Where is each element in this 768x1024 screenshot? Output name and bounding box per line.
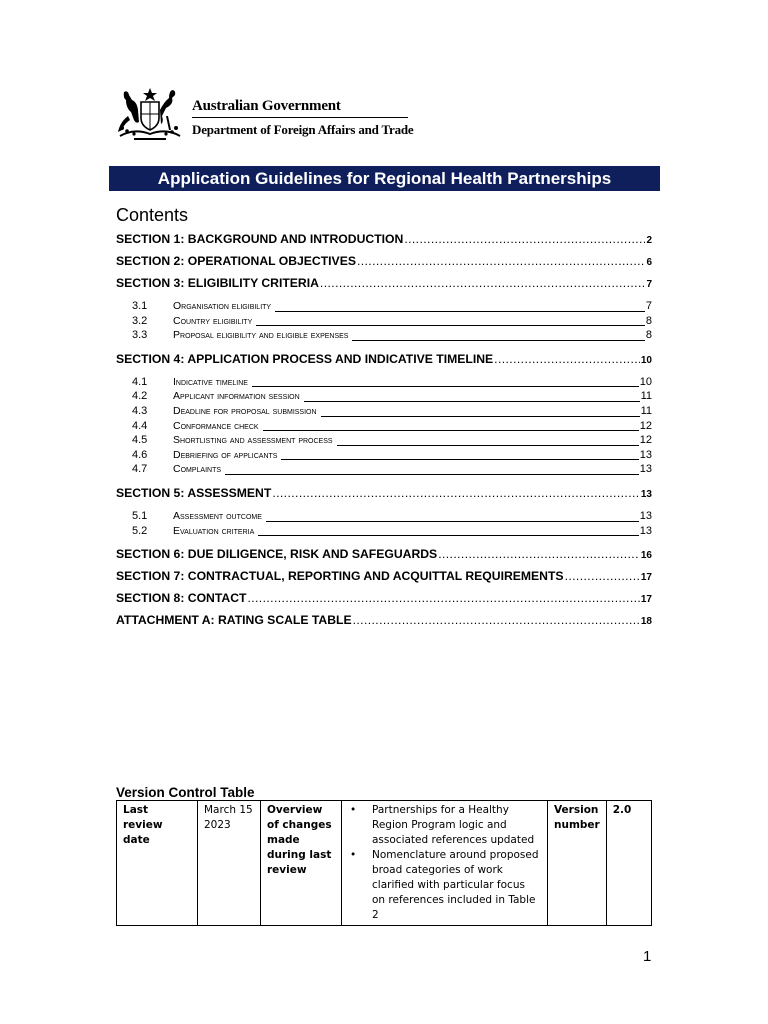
toc-page-number: 11	[640, 404, 652, 417]
toc-entry-4-3[interactable]	[116, 404, 652, 419]
toc-leader	[225, 465, 639, 475]
toc-page-number: 8	[645, 329, 652, 342]
toc-entry-5-1[interactable]	[116, 509, 652, 524]
toc-leader	[494, 351, 640, 367]
version-control-heading: Version Control Table	[116, 785, 255, 800]
changes-cell	[342, 801, 548, 926]
toc-entry-label: SECTION 7: CONTRACTUAL, REPORTING AND ACQUITTAL REQUIREMENTS	[116, 569, 564, 584]
toc-leader	[352, 331, 644, 341]
toc-page-number: 17	[640, 594, 652, 606]
toc-entry-label: SECTION 1: BACKGROUND AND INTRODUCTION	[116, 232, 404, 246]
toc-entry-number: 4.3	[132, 404, 148, 417]
toc-entry-section-3[interactable]	[116, 275, 652, 297]
toc-leader	[258, 526, 639, 536]
last-review-label: Last review date	[117, 801, 198, 926]
org-divider	[192, 117, 408, 118]
contents-heading: Contents	[116, 205, 189, 225]
coat-of-arms-icon	[114, 86, 186, 142]
toc-page-number: 11	[640, 390, 652, 403]
toc-page-number: 16	[640, 550, 652, 562]
toc-entry-number: 3.3	[132, 329, 148, 342]
version-control-table	[116, 800, 652, 926]
toc-entry-label: SECTION 2: OPERATIONAL OBJECTIVES	[116, 254, 356, 268]
toc-entry-4-2[interactable]	[116, 389, 652, 404]
toc-entry-label: assessment outcome	[173, 509, 262, 522]
toc-entry-attachment-a[interactable]	[116, 612, 652, 634]
toc-entry-label: SECTION 4: APPLICATION PROCESS AND INDICATIVE TIMELINE	[116, 351, 494, 366]
document-title: Application Guidelines for Regional Health Partnerships	[109, 166, 660, 191]
list-item: • Nomenclature around proposed broad categories of work clarified with particular focus on references included in Table 2	[372, 848, 541, 923]
list-item: • Partnerships for a Healthy Region Program logic and associated references updated	[372, 803, 541, 848]
toc-entry-5-2[interactable]	[116, 524, 652, 539]
toc-entry-number: 3.1	[132, 300, 148, 312]
toc-entry-3-3[interactable]	[116, 328, 652, 343]
toc-entry-4-6[interactable]	[116, 448, 652, 463]
toc-entry-4-1[interactable]	[116, 375, 652, 390]
toc-leader	[337, 436, 639, 446]
toc-entry-label: complaints	[173, 463, 222, 476]
toc-page-number: 7	[645, 300, 652, 312]
toc-entry-number: 4.1	[132, 375, 148, 388]
toc-page-number: 2	[646, 235, 652, 246]
toc-leader	[275, 302, 645, 312]
toc-entry-3-2[interactable]	[116, 314, 652, 329]
toc-entry-section-6[interactable]	[116, 546, 652, 568]
toc-entry-4-4[interactable]	[116, 419, 652, 434]
toc-entry-number: 4.7	[132, 463, 148, 476]
toc-entry-3-1[interactable]	[116, 299, 652, 314]
toc-entry-label: SECTION 8: CONTACT	[116, 591, 247, 606]
toc-entry-section-7[interactable]	[116, 568, 652, 590]
toc-subsections-4	[116, 373, 652, 485]
table-row	[117, 801, 652, 926]
toc-entry-label: debriefing of applicants	[173, 448, 278, 461]
toc-entry-number: 3.2	[132, 314, 148, 327]
last-review-value: March 15 2023	[198, 801, 261, 926]
toc-page-number: 13	[639, 448, 652, 461]
toc-page-number: 13	[639, 463, 652, 476]
toc-entry-section-5[interactable]	[116, 485, 652, 507]
toc-leader	[266, 512, 639, 522]
agency-logo	[114, 86, 414, 142]
toc-entry-label: country eligibility	[173, 314, 253, 327]
toc-leader	[263, 421, 639, 431]
toc-page-number: 12	[639, 419, 652, 432]
toc-entry-section-4[interactable]	[116, 351, 652, 373]
toc-entry-number: 4.6	[132, 448, 148, 461]
org-name-block	[192, 98, 413, 137]
toc-page-number: 8	[645, 314, 652, 327]
toc-page-number: 18	[640, 616, 652, 628]
toc-leader	[357, 253, 645, 269]
toc-leader	[321, 407, 640, 417]
toc-entry-section-1[interactable]	[116, 231, 652, 253]
toc-page-number: 10	[640, 354, 652, 366]
toc-leader	[252, 377, 639, 387]
toc-leader	[256, 316, 645, 326]
toc-leader	[247, 590, 639, 606]
toc-entry-label: applicant information session	[173, 390, 300, 403]
toc-entry-number: 4.4	[132, 419, 148, 432]
toc-page-number: 13	[639, 509, 652, 522]
toc-entry-section-8[interactable]	[116, 590, 652, 612]
toc-page-number: 12	[639, 434, 652, 447]
changes-list	[348, 803, 541, 923]
toc-entry-4-7[interactable]	[116, 462, 652, 477]
toc-leader	[320, 275, 646, 291]
page-number: 1	[643, 948, 652, 965]
toc-page-number: 7	[646, 279, 652, 290]
department-name: Department of Foreign Affairs and Trade	[192, 122, 414, 137]
toc-page-number: 13	[639, 524, 652, 537]
table-of-contents	[116, 231, 652, 634]
version-value: 2.0	[606, 801, 651, 926]
toc-entry-number: 4.5	[132, 434, 148, 447]
toc-leader	[304, 392, 640, 402]
toc-entry-number: 5.1	[132, 509, 148, 522]
toc-entry-label: conformance check	[173, 419, 259, 432]
toc-entry-label: evaluation criteria	[173, 524, 255, 537]
toc-page-number: 13	[640, 488, 652, 500]
toc-entry-section-2[interactable]	[116, 253, 652, 275]
toc-leader	[272, 485, 640, 501]
toc-entry-4-5[interactable]	[116, 433, 652, 448]
toc-leader	[565, 568, 640, 584]
version-label: Version number	[548, 801, 607, 926]
toc-leader	[438, 546, 640, 562]
overview-label: Overview of changes made during last review	[261, 801, 342, 926]
toc-entry-label: indicative timeline	[173, 375, 248, 388]
toc-leader	[281, 450, 638, 460]
toc-leader	[353, 612, 640, 628]
toc-subsections-5	[116, 507, 652, 546]
government-name: Australian Government	[192, 98, 341, 114]
toc-leader	[404, 231, 645, 247]
toc-entry-label: SECTION 5: ASSESSMENT	[116, 485, 272, 500]
toc-entry-label: organisation eligibility	[173, 300, 272, 312]
toc-page-number: 10	[639, 375, 652, 388]
toc-entry-label: proposal eligibility and eligible expenses	[173, 329, 349, 342]
toc-subsections-3	[116, 297, 652, 351]
toc-page-number: 17	[640, 572, 652, 584]
toc-page-number: 6	[646, 257, 652, 268]
toc-entry-label: ATTACHMENT A: RATING SCALE TABLE	[116, 613, 352, 628]
toc-entry-number: 4.2	[132, 390, 148, 403]
toc-entry-label: SECTION 3: ELIGIBILITY CRITERIA	[116, 276, 319, 290]
toc-entry-label: SECTION 6: DUE DILIGENCE, RISK AND SAFEGUARDS	[116, 547, 438, 562]
toc-entry-number: 5.2	[132, 524, 148, 537]
toc-entry-label: shortlisting and assessment process	[173, 434, 333, 447]
toc-entry-label: deadline for proposal submission	[173, 404, 317, 417]
